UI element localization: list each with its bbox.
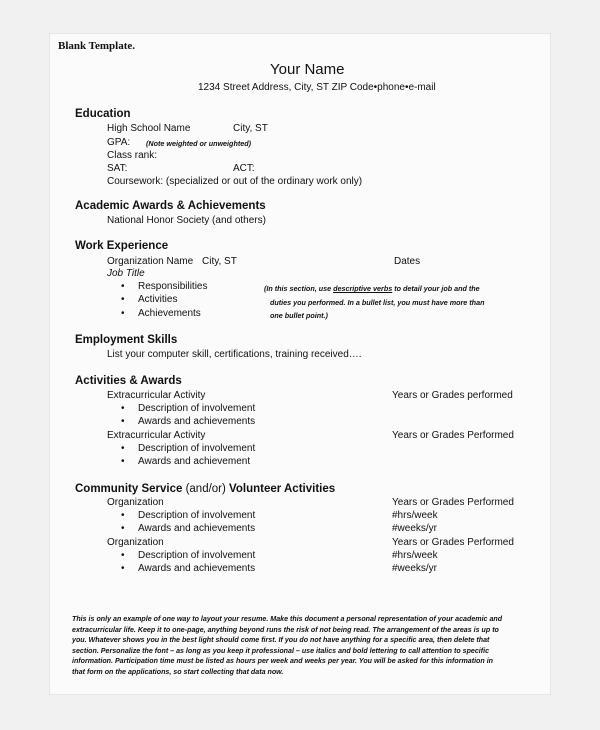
template-label: Blank Template. <box>58 40 136 52</box>
bullet-icon: • <box>121 550 125 561</box>
resume-name: Your Name <box>270 61 345 78</box>
footer-note-line: information. Participation time must be listed as hours per week and weeks per year. You will be asked for this information in <box>72 657 494 665</box>
bullet-icon: • <box>121 403 125 414</box>
skills-heading: Employment Skills <box>75 334 178 346</box>
community-title: Organization <box>107 497 164 508</box>
awards-heading: Academic Awards & Achievements <box>75 200 266 212</box>
community-years: Years or Grades Performed <box>392 497 514 508</box>
community-bullet: Awards and achievements <box>138 563 256 574</box>
bullet-icon: • <box>121 281 125 292</box>
activities-heading: Activities & Awards <box>75 375 182 387</box>
community-bullet: Description of involvement <box>138 550 256 561</box>
skills-text: List your computer skill, certifications, training received…. <box>107 349 362 360</box>
sat-label: SAT: <box>107 163 128 174</box>
work-bullet: Responsibilities <box>138 281 208 292</box>
work-bullet: Activities <box>138 294 178 305</box>
community-heading: Community Service (and/or) Volunteer Activities <box>75 483 336 495</box>
community-hours: #hrs/week <box>392 510 438 521</box>
bullet-icon: • <box>121 294 125 305</box>
community-title: Organization <box>107 537 164 548</box>
address-line: 1234 Street Address, City, ST ZIP Code•phone•e-mail <box>198 82 436 93</box>
school-city: City, ST <box>233 123 268 134</box>
community-weeks: #weeks/yr <box>392 563 438 574</box>
work-dates: Dates <box>394 256 421 267</box>
community-years: Years or Grades Performed <box>392 537 514 548</box>
awards-item: National Honor Society (and others) <box>107 215 266 226</box>
work-city: City, ST <box>202 256 237 267</box>
job-title: Job Title <box>107 268 145 279</box>
work-note-line: (In this section, use descriptive verbs to detail your job and the <box>264 284 480 293</box>
work-bullet: Achievements <box>138 308 201 319</box>
gpa-label: GPA: <box>107 137 131 148</box>
footer-note-line: extracurricular life. Keep it to one-page, anything beyond runs the risk of not being read. The arrangement of the areas is up to <box>72 625 499 634</box>
class-rank-label: Class rank: <box>107 150 158 161</box>
activity-title: Extracurricular Activity <box>107 390 206 401</box>
activity-bullet: Awards and achievement <box>138 456 251 467</box>
act-label: ACT: <box>233 163 255 174</box>
bullet-icon: • <box>121 308 125 319</box>
coursework-line: Coursework: (specialized or out of the ordinary work only) <box>107 176 363 187</box>
bullet-icon: • <box>121 510 125 521</box>
activity-title: Extracurricular Activity <box>107 430 206 441</box>
bullet-icon: • <box>121 563 125 574</box>
activity-bullet: Description of involvement <box>138 443 256 454</box>
activity-bullet: Description of involvement <box>138 403 256 414</box>
work-note-line: one bullet point.) <box>270 311 328 320</box>
education-heading: Education <box>75 108 131 120</box>
activity-years: Years or Grades performed <box>392 390 513 401</box>
work-org: Organization Name <box>107 256 194 267</box>
community-weeks: #weeks/yr <box>392 523 438 534</box>
bullet-icon: • <box>121 456 125 467</box>
footer-note-line: you. Whatever shows you in the best light should come first. If you do not have anything for a specific area, then delete that <box>72 636 490 644</box>
work-note-line: duties you performed. In a bullet list, you must have more than <box>270 298 485 307</box>
footer-note-line: section. Personalize the font – as long as you keep it professional – use italics and bold lettering to call attention to specific <box>72 646 490 655</box>
footer-note <box>72 614 548 677</box>
activity-years: Years or Grades Performed <box>392 430 514 441</box>
community-hours: #hrs/week <box>392 550 438 561</box>
community-bullet: Description of involvement <box>138 510 256 521</box>
community-bullet: Awards and achievements <box>138 523 256 534</box>
bullet-icon: • <box>121 443 125 454</box>
footer-note-line: that form on the applications, so start collecting that data now. <box>72 667 284 676</box>
bullet-icon: • <box>121 523 125 534</box>
footer-note-line: This is only an example of one way to layout your resume. Make this document a personal representation of your academic and <box>72 615 503 623</box>
school-name: High School Name <box>107 123 191 134</box>
activity-bullet: Awards and achievements <box>138 416 256 427</box>
bullet-icon: • <box>121 416 125 427</box>
work-heading: Work Experience <box>75 240 169 252</box>
gpa-note: (Note weighted or unweighted) <box>146 139 252 148</box>
